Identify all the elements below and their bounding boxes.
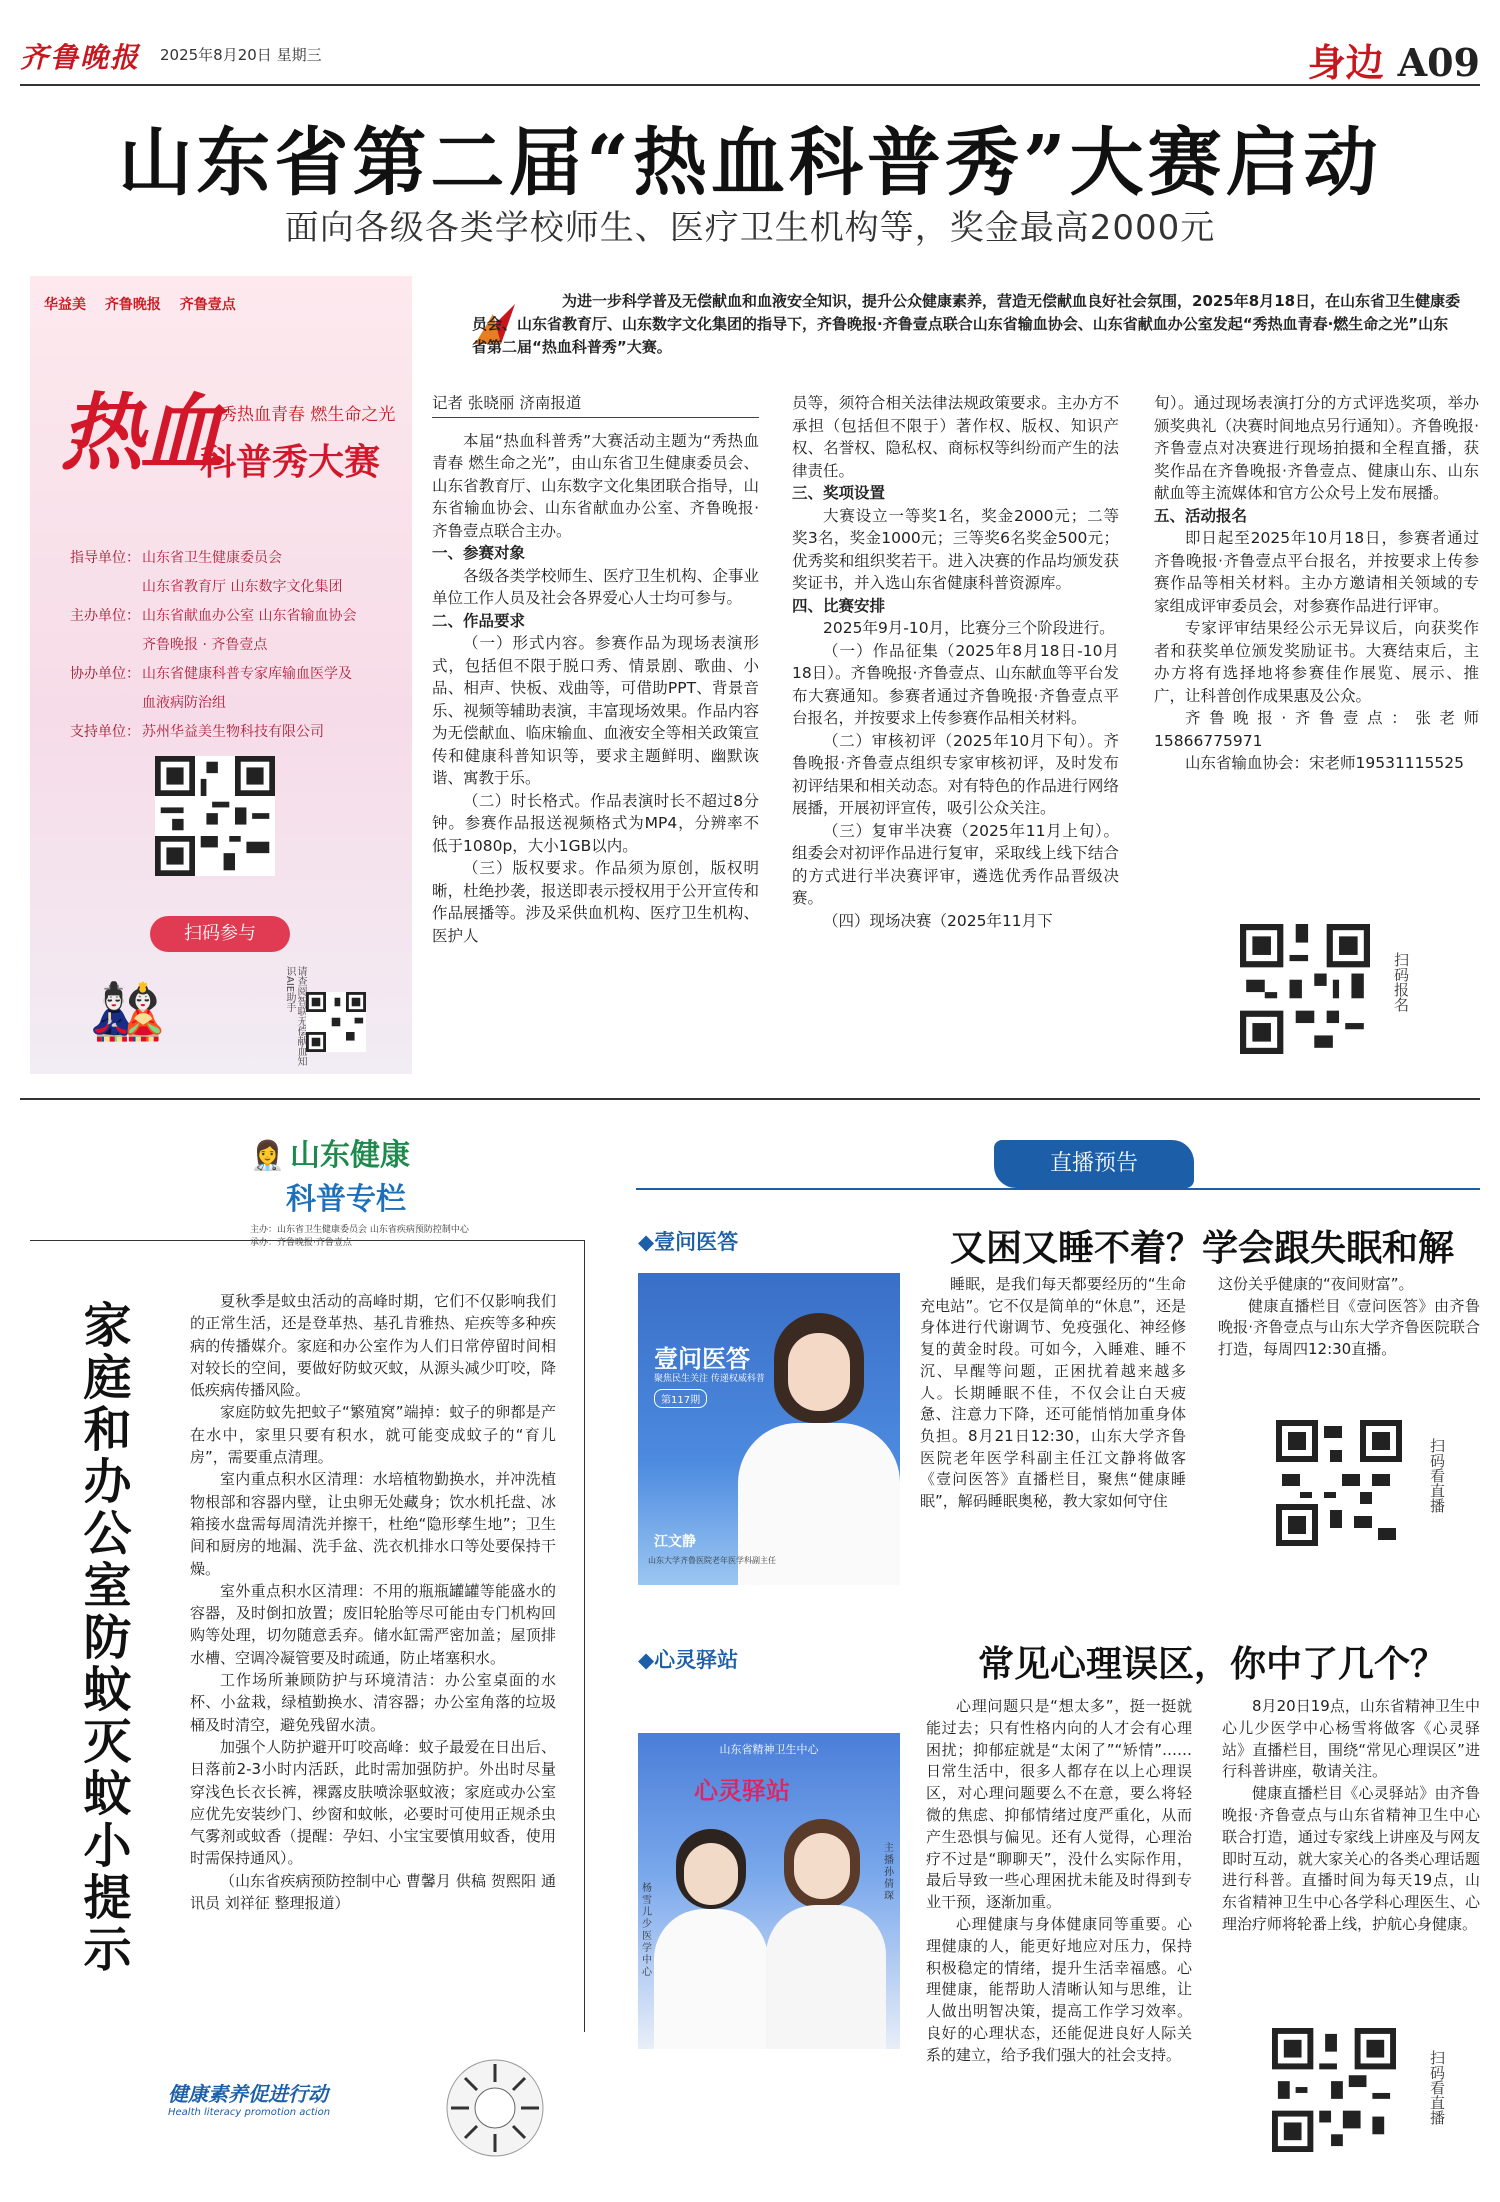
paragraph: （四）现场决赛（2025年11月下 [823,911,1053,930]
paragraph: 本届“热血科普秀”大赛活动主题为“秀热血青春 燃生命之光”，由山东省卫生健康委员会、山东省教育厅、山东数字文化集团联合指导，山东省输血协会、山东省献血办公室、齐鲁晚报·齐鲁壹点联合主办。 [432,431,759,540]
poster-organizers: 指导单位： 山东省卫生健康委员会 山东省教育厅 山东数字文化集团 主办单位： 山东省献血办公室 山东省输血协会 齐鲁晚报 · 齐鲁壹点 协办单位： 山东省健康科普专家库输血医学及 血液病防治组 支持单位： 苏州华益美生物科技有限公司 [70,550,357,740]
subheadline: 面向各级各类学校师生、医疗卫生机构等，奖金最高2000元 [284,208,1216,248]
column-1-body [432,430,759,948]
live-psy-qr-caption: 扫码看直播 [1428,2050,1446,2125]
section-heading: 四、比赛安排 [792,596,886,615]
poster-title: 科普秀大赛 [200,442,381,483]
article-column-1 [432,392,759,947]
health-article-title: 家庭和办公室防蚊灭蚊小提示 [75,1300,131,1976]
live-sleep-text-b: 这份关乎健康的“夜间财富”。 健康直播栏目《壹问医答》由齐鲁晚报·齐鲁壹点与山东大学齐鲁医院联合打造，每周四12:30直播。 [1218,1275,1480,1359]
article-column-2 [792,392,1119,932]
doctor-figure-icon: 👩‍⚕️ [250,1139,285,1172]
live-sleep-qr-caption: 扫码看直播 [1428,1438,1446,1513]
paragraph: （二）审核初评（2025年10月下旬）。齐鲁晚报·齐鲁壹点组织专家审核初评，及时发布初评结果和相关动态。对有特色的作品进行网络展播，开展初评宣传，吸引公众关注。 [792,731,1119,817]
mascot-dolls-icon: 🎎 [90,977,165,1047]
doctor-photo-jiang: 壹问医答 聚焦民生关注 传递权威科普 第117期 江文静 山东大学齐鲁医院老年医学科副主任 [638,1273,900,1585]
headline: 山东省第二届“热血科普秀”大赛启动 [118,120,1382,206]
health-action-logo: 健康素养促进行动 Health literacy promotion action [168,2082,331,2118]
section-divider [20,1098,1480,1100]
live-psy-text-b: 8月20日19点，山东省精神卫生中心儿少医学中心杨雪将做客《心灵驿站》直播栏目，围绕“常见心理误区”进行科普讲座，敬请关注。 健康直播栏目《心灵驿站》由齐鲁晚报·齐鲁壹点与山东省精神卫生中心联合打造，通过专家线上讲座及与网友即时互动，就大家关心的各类心理话题进行科普。直播时间为每天19点，山东省精神卫生中心各学科心理医生、心理治疗师将轮番上线，护航心身健康。 [1222,1697,1480,1933]
poster-slogan: 秀热血青春 燃生命之光 [220,405,396,425]
live-sleep-qr-icon[interactable] [1276,1420,1402,1546]
page-number: 身边 A09 [1307,40,1480,85]
section-heading: 二、作品要求 [432,611,526,630]
paragraph: 2025年9月-10月，比赛分三个阶段进行。 [823,619,1115,637]
health-column-logo: 👩‍⚕️ 山东健康 科普专栏 主办：山东省卫生健康委员会 山东省疾病预防控制中心 承办：齐鲁晚报·齐鲁壹点 [250,1138,469,1248]
section-name: 身边 [1307,40,1384,85]
section-tag-xinling: ◆心灵驿站 [638,1648,739,1672]
paragraph: 齐鲁晚报·齐鲁壹点：张老师15866775971 [1154,709,1479,750]
paragraph: 旬）。通过现场表演打分的方式评选奖项，举办颁奖典礼（决赛时间地点另行通知）。齐鲁晚报·齐鲁壹点对决赛进行现场拍摄和全程直播，获奖作品在齐鲁晚报·齐鲁壹点、健康山东、山东献血等主流媒体和官方公众号上发布展播。 [1154,394,1479,502]
registration-qr-code-icon[interactable] [1240,924,1370,1054]
mini-program-code-icon[interactable] [445,2058,545,2158]
section-heading: 五、活动报名 [1154,506,1248,525]
poster-small-qr-icon[interactable] [306,992,366,1052]
section-heading: 三、奖项设置 [792,484,886,502]
live-title-sleep: 又困又睡不着？学会跟失眠和解 [950,1227,1455,1269]
section-tag-yiwen: ◆壹问医答 [638,1230,739,1254]
live-title-psychology: 常见心理误区，你中了几个？ [978,1643,1447,1685]
live-sleep-text-a: 睡眠，是我们每天都要经历的“生命充电站”。它不仅是简单的“休息”，还是身体进行代谢调节、免疫强化、神经修复的黄金时段。可如今，入睡难、睡不沉、早醒等问题，正困扰着越来越多人。长期睡眠不佳，不仅会让白天疲惫、注意力下降，还可能悄悄加重身体负担。8月21日12:30，山东大学齐鲁医院老年医学科副主任江文静将做客《壹问医答》直播栏目，聚焦“健康睡眠”，解码睡眠奥秘，教大家如何守住 [920,1275,1186,1511]
app-logo: 齐鲁壹点 [179,297,236,313]
paragraph: （三）版权要求。作品须为原创，版权明晰，杜绝抄袭，报送即表示授权用于公开宣传和作品展播等。涉及采供血机构、医疗卫生机构、医护人 [432,859,759,945]
poster-qr-code-icon[interactable] [155,756,275,876]
byline: 记者 张晓丽 济南报道 [432,392,759,418]
section-heading: 一、参赛对象 [432,544,526,562]
hosts-photo: 山东省精神卫生中心 心灵驿站 杨雪 儿少医学中心 主播 孙倩琛 [638,1733,900,2049]
newspaper-logo: 齐鲁晚报 [20,41,141,74]
live-psy-text-a: 心理问题只是“想太多”，挺一挺就能过去；只有性格内向的人才会有心理困扰；抑郁症就是“太闲了”“矫情”……日常生活中，很多人都存在以上心理误区，对心理问题要么不在意，要么将轻微的焦虑、抑郁情绪过度严重化，从而产生恐惧与偏见。还有人觉得，心理治疗不过是“聊聊天”，没什么实际作用，最后导致一些心理困扰未能及时得到专业干预，逐渐加重。 心理健康与身体健康同等重要。心理健康的人，能更好地应对压力，保持积极稳定的情绪，提升生活幸福感。心理健康，能帮助人清晰认知与思维，让人做出明智决策，提高工作学习效率。良好的心理状态，还能促进良好人际关系的建立，给予我们强大的社会支持。 [926,1697,1192,2064]
scan-to-join-button[interactable]: 扫码参与 [150,916,290,952]
paragraph: （一）作品征集（2025年8月18日-10月18日）。齐鲁晚报·齐鲁壹点、山东献血等平台发布大赛通知。参赛者通过齐鲁晚报·齐鲁壹点平台报名，并按要求上传参赛作品相关材料。 [792,641,1119,727]
paragraph: （三）复审半决赛（2025年11月上旬）。组委会对初评作品进行复审，采取线上线下结合的方式进行半决赛评审，遴选优秀作品晋级决赛。 [792,821,1119,907]
poster-side-note: 请查阅智联无偿献血知识AIE助手 [284,966,306,1066]
paragraph: 各级各类学校师生、医疗卫生机构、企事业单位工作人员及社会各界爱心人士均可参与。 [432,566,759,607]
live-psy-qr-icon[interactable] [1272,2028,1396,2152]
paragraph: 山东省输血协会：宋老师19531115525 [1185,754,1464,772]
paragraph: 员等，须符合相关法律法规政策要求。主办方不承担（包括但不限于）著作权、版权、知识产权、名誉权、隐私权、商标权等纠纷而产生的法律责任。 [792,394,1119,480]
poster-big-title: 热血 [60,383,221,482]
paragraph: （一）形式内容。参赛作品为现场表演形式，包括但不限于脱口秀、情景剧、歌曲、小品、相声、快板、戏曲等，可借助PPT、背景音乐、视频等辅助表演，丰富现场效果。作品内容为无偿献血、临床输血、血液安全等相关政策宣传和健康科普知识等，要求主题鲜明、幽默诙谐、寓教于乐。 [432,634,759,787]
masthead [20,30,1480,86]
issue-date: 2025年8月20日 星期三 [160,46,322,64]
live-preview-tab: 直播预告 [994,1140,1194,1188]
health-article-body: 夏秋季是蚊虫活动的高峰时期，它们不仅影响我们的正常生活，还是登革热、基孔肯雅热、疟疾等多种疾病的传播媒介。家庭和办公室作为人们日常停留时间相对较长的空间，要做好防蚊灭蚊，从源头减少叮咬，降低疾病传播风险。 家庭防蚊先把蚊子“繁殖窝”端掉：蚊子的卵都是产在水中，家里只要有积水，就可能变成蚊子的“育儿房”，需要重点清理。 室内重点积水区清理：水培植物勤换水，并冲洗植物根部和容器内壁，让虫卵无处藏身；饮水机托盘、冰箱接水盘需每周清洗并擦干，杜绝“隐形孳生地”；卫生间和厨房的地漏、洗手盆、洗衣机排水口等处要保持干燥。 室外重点积水区清理：不用的瓶瓶罐罐等能盛水的容器，及时倒扣放置；废旧轮胎等尽可能由专门机构回购等处理，切勿随意丢弃。储水缸需严密加盖；屋顶排水槽、空调冷凝管要及时疏通，防止堵塞积水。 工作场所兼顾防护与环境清洁：办公室桌面的水杯、小盆栽，绿植勤换水、清容器；办公室角落的垃圾桶及时清空，避免残留水渍。 加强个人防护避开叮咬高峰：蚊子最爱在日出后、日落前2-3小时内活跃，此时需加强防护。外出时尽量穿浅色长衣长裤，裸露皮肤喷涂驱蚊液；家庭或办公室应优先安装纱门、纱窗和蚊帐，必要时可使用正规杀虫气雾剂或蚊香（提醒：孕妇、小宝宝要慎用蚊香，使用时需保持通风）。 （山东省疾病预防控制中心 曹馨月 供稿 贺熙阳 通讯员 刘祥征 整理报道） [190,1292,556,1913]
paragraph: 即日起至2025年10月18日，参赛者通过齐鲁晚报·齐鲁壹点平台报名，并按要求上传参赛作品等相关材料。主办方邀请相关领域的专家组成评审委员会，对参赛作品进行评审。 [1154,529,1479,615]
paragraph: （二）时长格式。作品表演时长不超过8分钟。参赛作品报送视频格式为MP4，分辨率不低于1080p，大小1GB以内。 [432,791,759,855]
newspaper-logo-small: 齐鲁晚报 [104,297,161,313]
column-3-body [1154,392,1479,775]
contest-poster [30,276,412,1074]
live-header-rule [636,1188,1480,1190]
registration-qr-caption: 扫码报名 [1392,952,1410,1012]
paragraph: 专家评审结果经公示无异议后，向获奖作者和获奖单位颁发奖励证书。大赛结束后，主办方将有选择地将参赛佳作展览、展示、推广，让科普创作成果惠及公众。 [1154,619,1479,705]
sponsor-logo: 华益美 [44,297,86,313]
poster-logos [44,294,250,314]
column-2-body [792,392,1119,932]
paragraph: 大赛设立一等奖1名，奖金2000元；二等奖3名，奖金1000元；三等奖6名奖金500元；优秀奖和组织奖若干。进入决赛的作品均颁发获奖证书，并入选山东省健康科普资源库。 [792,506,1119,592]
article-intro: 为进一步科学普及无偿献血和血液安全知识，提升公众健康素养，营造无偿献血良好社会氛围，2025年8月18日，在山东省卫生健康委员会、山东省教育厅、山东数字文化集团的指导下，齐鲁晚报·齐鲁壹点联合山东省输血协会、山东省献血办公室发起“秀热血青春·燃生命之光”山东省第二届“热血科普秀”大赛。 [472,292,1461,356]
article-column-3 [1154,392,1479,775]
